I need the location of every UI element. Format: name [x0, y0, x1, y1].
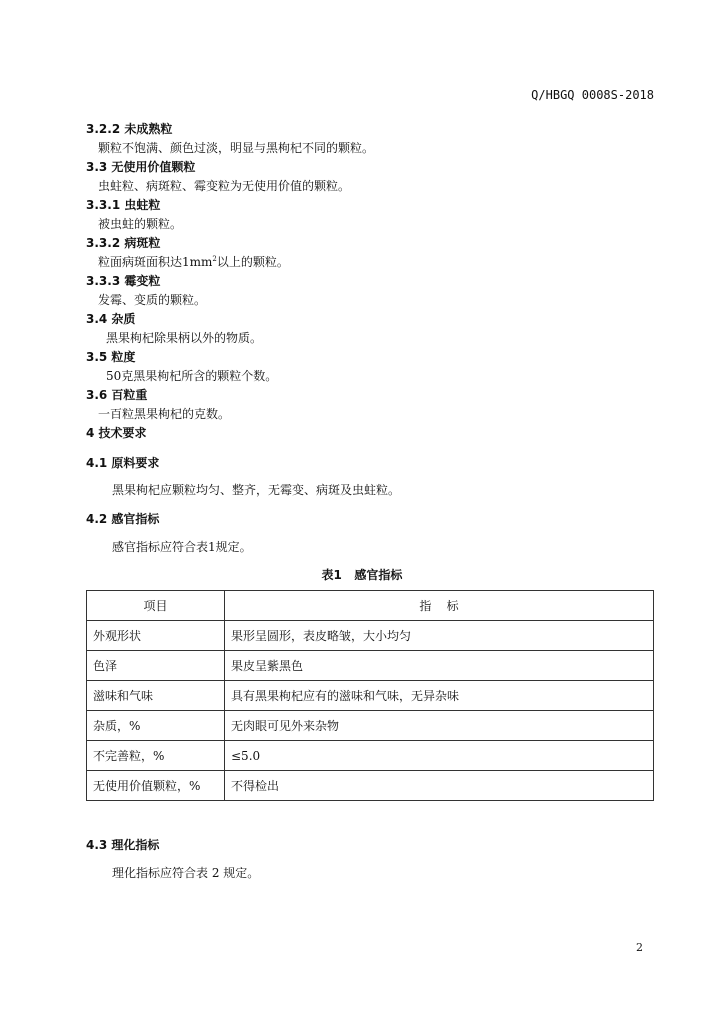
table1-caption: 表1 感官指标	[321, 568, 403, 582]
heading-3-5: 3.5 粒度	[86, 350, 136, 364]
heading-4-2: 4.2 感官指标	[86, 512, 160, 526]
row-value: 果皮呈紫黑色	[225, 651, 654, 681]
text-3-3-1: 被虫蛀的颗粒。	[98, 217, 183, 231]
text-4-1: 黑果枸杞应颗粒均匀、整齐，无霉变、病斑及虫蛀粒。	[112, 483, 401, 497]
table-row	[87, 771, 654, 801]
row-value: 具有黑果枸杞应有的滋味和气味，无异杂味	[225, 681, 654, 711]
superscript-2: 2	[212, 255, 217, 263]
row-value: 无肉眼可见外来杂物	[225, 711, 654, 741]
row-label: 色泽	[87, 651, 225, 681]
heading-3-4: 3.4 杂质	[86, 312, 136, 326]
text-3-4: 黑果枸杞除果柄以外的物质。	[106, 331, 263, 345]
heading-3-3-3: 3.3.3 霉变粒	[86, 274, 161, 288]
row-label: 无使用价值颗粒，%	[87, 771, 225, 801]
row-label: 不完善粒，%	[87, 741, 225, 771]
heading-4-1: 4.1 原料要求	[86, 456, 160, 470]
heading-4-3: 4.3 理化指标	[86, 838, 160, 852]
heading-3-3: 3.3 无使用价值颗粒	[86, 160, 196, 174]
heading-3-3-1: 3.3.1 虫蛀粒	[86, 198, 161, 212]
text-3-6: 一百粒黑果枸杞的克数。	[98, 407, 231, 421]
text-4-2: 感官指标应符合表1规定。	[112, 540, 252, 554]
row-value: 果形呈圆形，表皮略皱，大小均匀	[225, 621, 654, 651]
row-label: 外观形状	[87, 621, 225, 651]
text-3-3-2	[98, 253, 289, 270]
text-3-3: 虫蛀粒、病斑粒、霉变粒为无使用价值的颗粒。	[98, 179, 351, 193]
header-item: 项目	[87, 591, 225, 621]
header-indicator: 指 标	[225, 591, 654, 621]
text-4-3: 理化指标应符合表 2 规定。	[112, 866, 260, 880]
page-number: 2	[636, 941, 643, 954]
row-value: 不得检出	[225, 771, 654, 801]
heading-3-3-2: 3.3.2 病斑粒	[86, 236, 161, 250]
text-3-3-2-before: 粒面病斑面积达1mm	[98, 255, 213, 269]
table-header-row	[87, 591, 654, 621]
table-row	[87, 711, 654, 741]
text-3-5: 50克黑果枸杞所含的颗粒个数。	[106, 369, 278, 383]
text-3-2-2: 颗粒不饱满、颜色过淡，明显与黑枸杞不同的颗粒。	[98, 141, 375, 155]
table-row	[87, 681, 654, 711]
heading-4: 4 技术要求	[86, 426, 147, 440]
heading-3-6: 3.6 百粒重	[86, 388, 148, 402]
table-row	[87, 741, 654, 771]
table-row	[87, 621, 654, 651]
text-3-3-2-after: 以上的颗粒。	[216, 255, 289, 269]
text-3-3-3: 发霉、变质的颗粒。	[98, 293, 207, 307]
row-label: 滋味和气味	[87, 681, 225, 711]
row-label: 杂质，%	[87, 711, 225, 741]
row-value: ≤5.0	[225, 741, 654, 771]
sensory-table	[86, 590, 654, 801]
standard-code: Q/HBGQ 0008S-2018	[531, 88, 654, 102]
table-row	[87, 651, 654, 681]
heading-3-2-2: 3.2.2 未成熟粒	[86, 122, 173, 136]
